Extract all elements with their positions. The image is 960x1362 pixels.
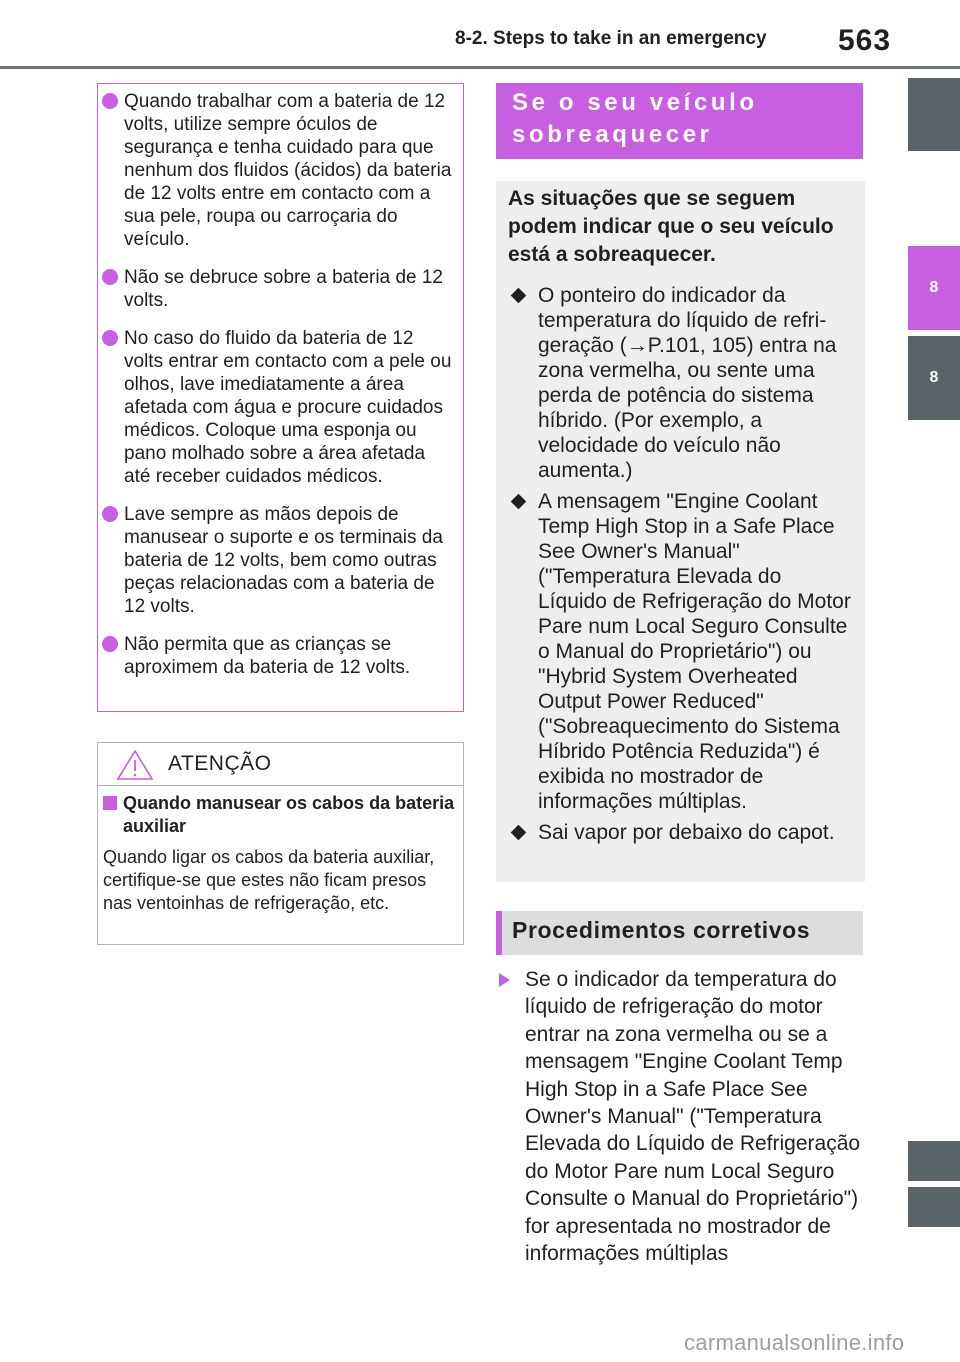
warning-item — [102, 327, 453, 488]
bullet-icon — [102, 506, 118, 522]
procedure-item-text: Se o indicador da temperatura do líquido de refrigeração do motor entrar na zona vermelha ou se a mensagem "Engine Coolant Temp High Stop in a Safe Place See Owner's Manual" ("Temperatura Elevada do Líquido de Refrigeração do Motor Pare num Local Seguro Consulte o Manual do Proprietário") for apresentada no mostrador de informações múltiplas — [525, 968, 861, 1266]
warning-item — [102, 266, 453, 312]
warning-item-text: Quando trabalhar com a bateria de 12 volts, utilize sempre óculos de segurança e tenha cuidado para que nenhum dos fluidos (ácidos) da bateria de 12 volts entre em contacto com a sua pele, roupa ou carroçaria do veículo. — [124, 91, 452, 250]
side-tab-secondary-label: 8 — [929, 369, 939, 386]
bullet-icon — [102, 330, 118, 346]
page-number: 563 — [838, 24, 892, 57]
bullet-icon — [102, 269, 118, 285]
warning-triangle-icon — [116, 749, 154, 786]
bullet-icon — [102, 93, 118, 109]
square-bullet-icon — [103, 796, 117, 810]
procedure-item — [496, 966, 864, 1267]
warning-item — [102, 633, 453, 679]
warning-item-text: Não se debruce sobre a bateria de 12 volts. — [124, 267, 443, 311]
side-tab-secondary[interactable] — [908, 336, 960, 420]
warning-item-text: Não permita que as crianças se aproximem da bateria de 12 volts. — [124, 634, 411, 678]
situations-box — [496, 181, 865, 882]
running-header: 8-2. Steps to take in an emergency — [455, 28, 767, 49]
warning-item-text: No caso do fluido da bateria de 12 volts entrar em contacto com a pele ou olhos, lave imediatamente a área afetada com água e procure cuidados médicos. Coloque uma esponja ou pano molhado sobre a área afetada até receber cuidados médicos. — [124, 328, 452, 487]
situation-item-text: O ponteiro do indicador da temperatura do líquido de refrigeração (→P.101, 105) entra na zona vermelha, ou sente uma perda de potência do sistema híbrido. (Por exemplo, a velocidade do veículo não aumenta.) — [538, 284, 837, 482]
caution-text: Quando ligar os cabos da bateria auxiliar, certifique-se que estes não ficam presos nas ventoinhas de refrigeração, etc. — [103, 847, 435, 913]
warning-box — [97, 83, 464, 712]
side-tab — [908, 1187, 960, 1227]
section-title: Se o seu veículo sobreaquecer — [496, 83, 863, 159]
caution-subheading-text: Quando manusear os cabos da bateria auxiliar — [123, 793, 455, 836]
side-tab-active-label: 8 — [929, 279, 939, 296]
triangle-bullet-icon — [499, 973, 510, 987]
diamond-bullet-icon — [511, 288, 527, 304]
situation-item-text: A mensagem "Engine Coolant Temp High Stop in a Safe Place See Owner's Manual" ("Temperatura Elevada do Líquido de Refrigeração do Motor Pare num Local Seguro Consulte o Manual do Proprietário") ou "Hybrid System Overheated Output Power Reduced" ("Sobreaquecimento do Sistema Híbrido Potência Reduzida") é exibida no mostrador de informações múltiplas. — [538, 490, 851, 813]
situation-item — [508, 489, 851, 814]
situations-intro: As situações que se seguem podem indicar que o seu veículo está a sobreaquecer. — [508, 187, 834, 266]
watermark: carmanualsonline.info — [684, 1330, 905, 1355]
caution-box — [97, 742, 464, 945]
bullet-icon — [102, 636, 118, 652]
side-tab-active[interactable] — [908, 246, 960, 330]
warning-item — [102, 503, 453, 618]
side-tab — [908, 1141, 960, 1181]
situation-item-text: Sai vapor por debaixo do capot. — [538, 821, 835, 844]
caution-header — [98, 743, 463, 786]
situation-item — [508, 820, 851, 845]
caution-title: ATENÇÃO — [168, 752, 272, 775]
caution-subheading — [103, 792, 455, 838]
diamond-bullet-icon — [511, 494, 527, 510]
header-rule — [0, 66, 960, 69]
warning-item-text: Lave sempre as mãos depois de manusear o suporte e os terminais da bateria de 12 volts, bem como outras peças relacionadas com a bateria de 12 volts. — [124, 504, 443, 617]
situation-item — [508, 283, 851, 483]
diamond-bullet-icon — [511, 825, 527, 841]
procedures-title: Procedimentos corretivos — [496, 911, 863, 955]
side-tab — [908, 78, 960, 151]
warning-item — [102, 90, 453, 251]
